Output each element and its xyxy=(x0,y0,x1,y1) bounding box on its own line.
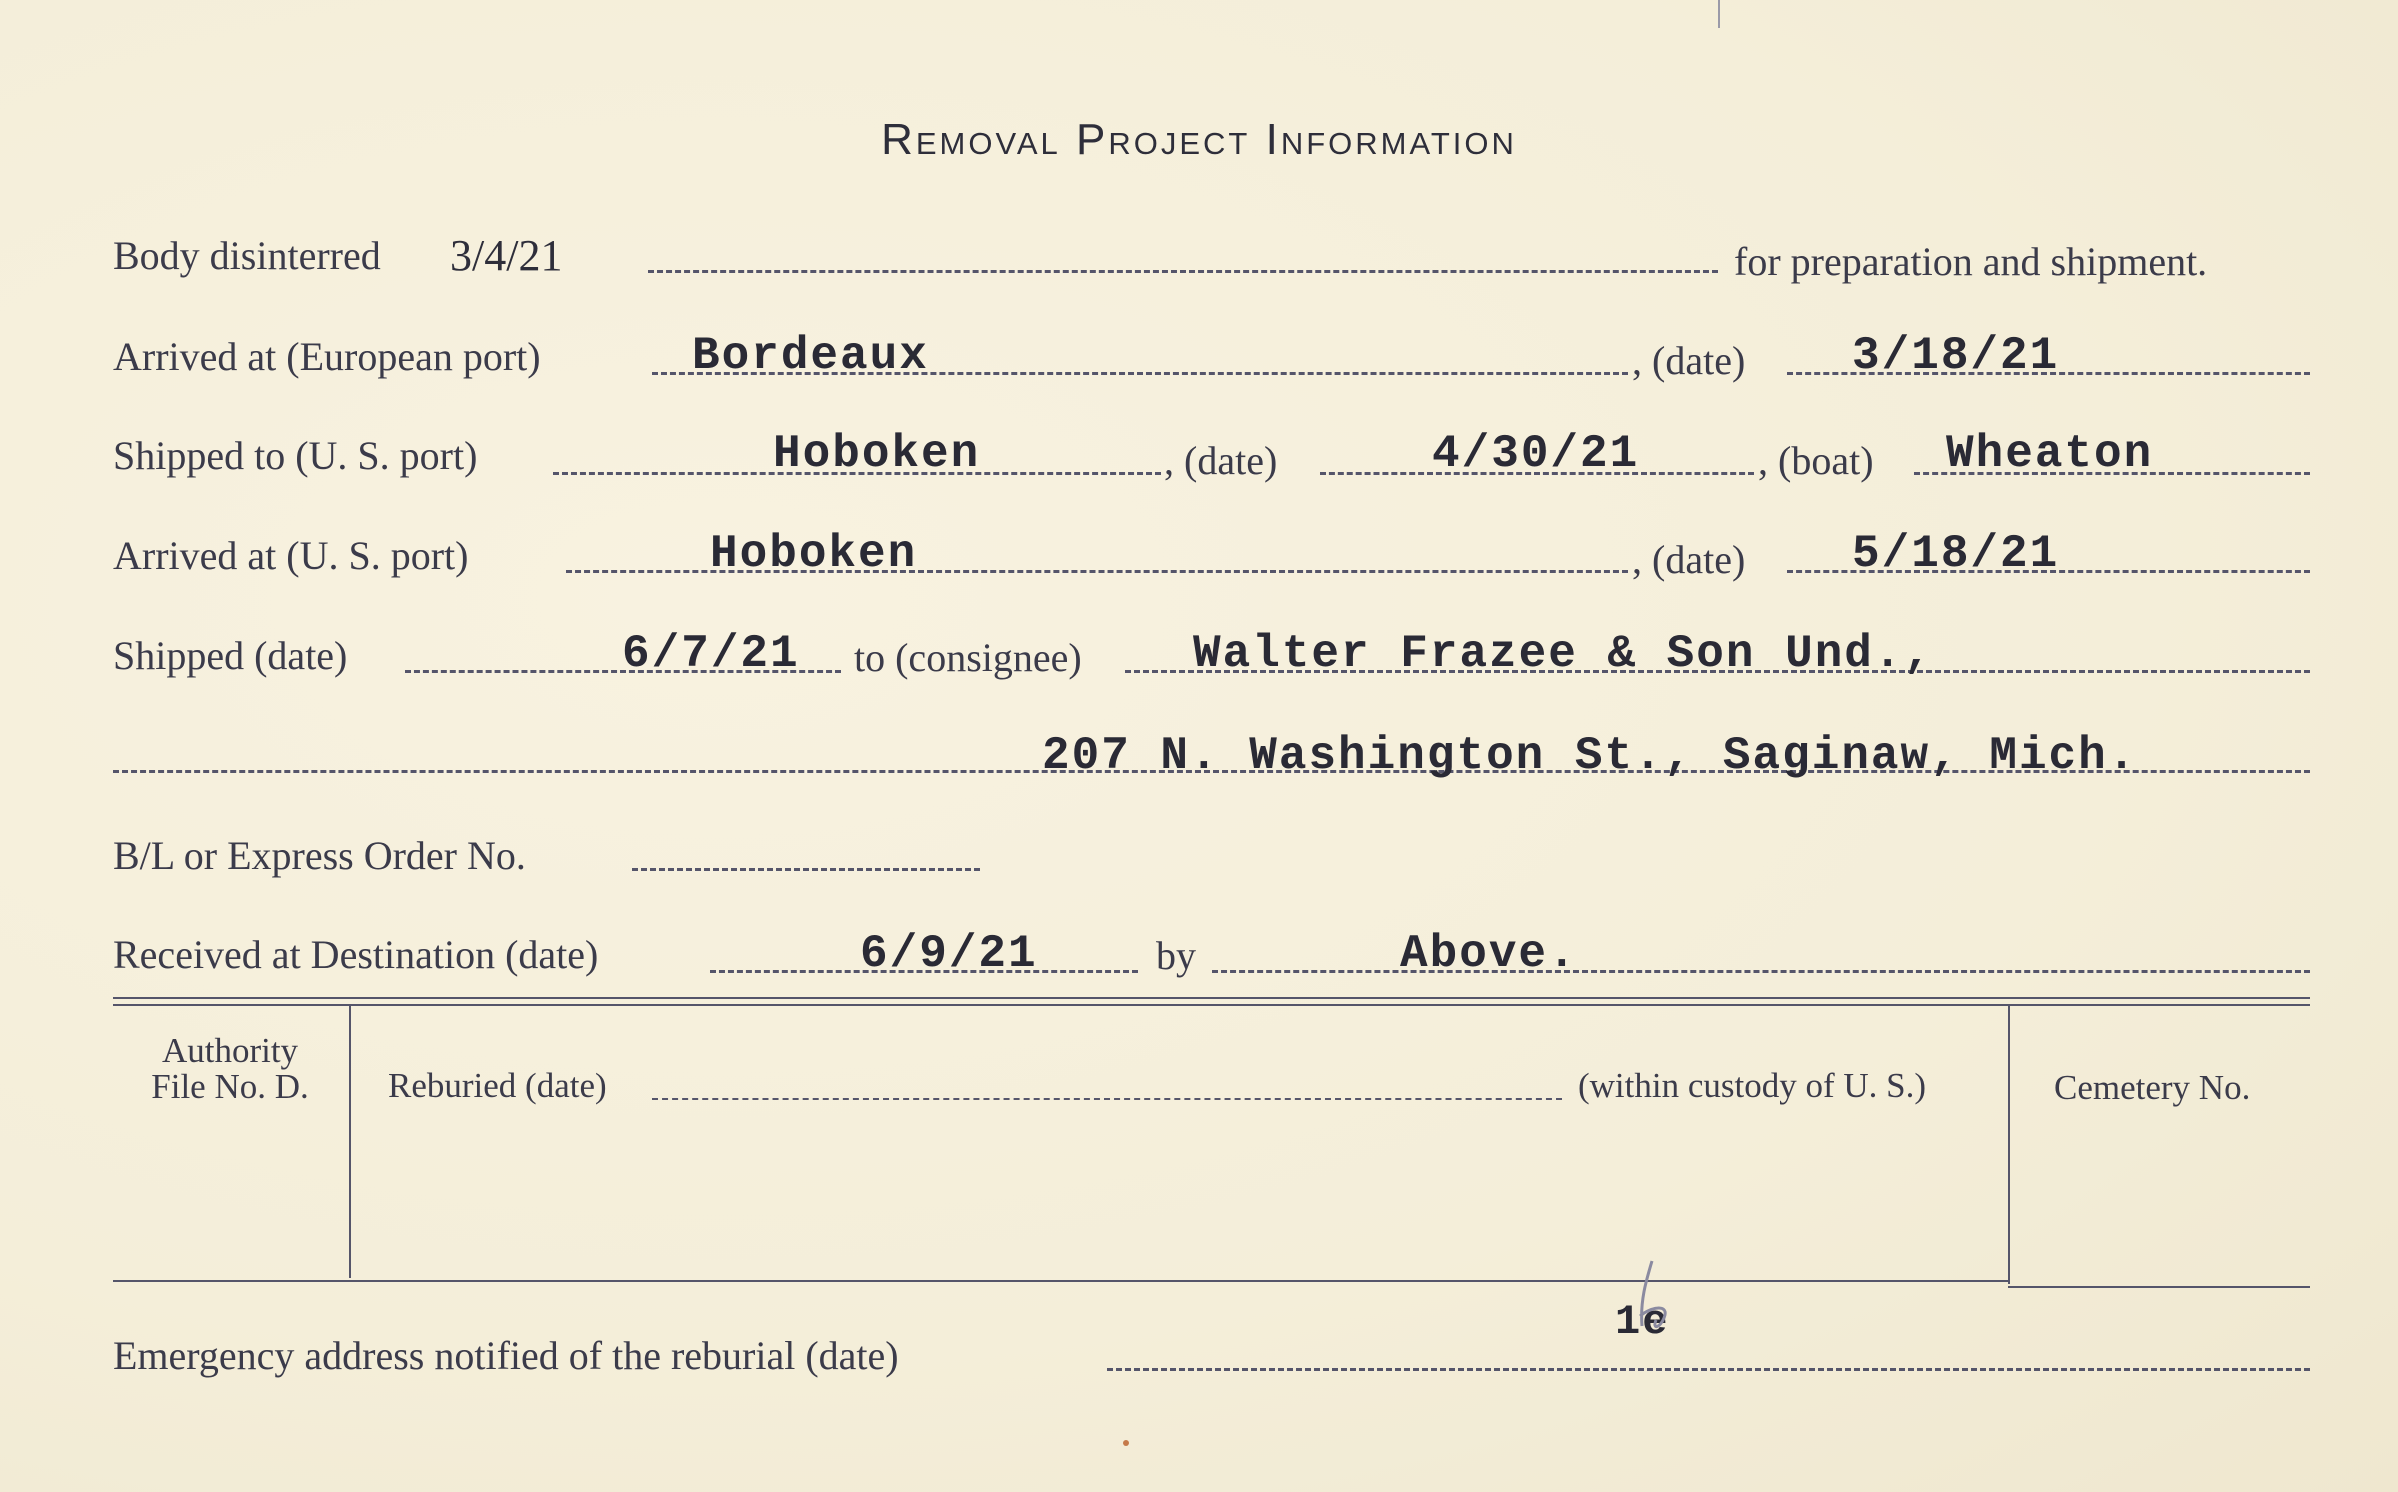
body-disinterred-label: Body disinterred xyxy=(113,233,381,278)
shipped-date-label: Shipped (date) xyxy=(113,633,348,678)
handwritten-mark-icon xyxy=(1612,1256,1682,1346)
received-label: Received at Destination (date) xyxy=(113,932,599,977)
shipped-to-date: 4/30/21 xyxy=(1432,428,1640,480)
box-divider-right xyxy=(2008,1006,2010,1284)
arrived-us-date: 5/18/21 xyxy=(1852,528,2060,580)
box-top-rule xyxy=(113,997,2310,999)
dotted-line xyxy=(1107,1368,2310,1371)
custody-label: (within custody of U. S.) xyxy=(1578,1066,1927,1105)
authority-label xyxy=(120,1033,340,1105)
box-bottom-rule xyxy=(113,1280,2010,1282)
by-label: by xyxy=(1156,933,1196,978)
arrived-european-date-label: , (date) xyxy=(1632,338,1746,383)
consignee-address: 207 N. Washington St., Saginaw, Mich. xyxy=(1042,730,2138,782)
bl-label: B/L or Express Order No. xyxy=(113,833,526,878)
reburied-label: Reburied (date) xyxy=(388,1066,607,1105)
emergency-label: Emergency address notified of the reburial (date) xyxy=(113,1333,899,1378)
body-disinterred-date: 3/4/21 xyxy=(450,231,563,280)
shipped-to-port: Hoboken xyxy=(773,428,981,480)
authority-label-line2: File No. D. xyxy=(151,1067,309,1106)
speck xyxy=(1123,1440,1129,1446)
dotted-line xyxy=(648,270,1718,273)
shipped-date: 6/7/21 xyxy=(622,628,800,680)
authority-label-line1: Authority xyxy=(161,1031,299,1070)
received-by: Above. xyxy=(1400,928,1578,980)
arrived-us-date-label: , (date) xyxy=(1632,537,1746,582)
initials: 1e xyxy=(1615,1298,1670,1346)
arrived-european-date: 3/18/21 xyxy=(1852,330,2060,382)
arrived-european-port: Bordeaux xyxy=(692,330,929,382)
boat-label: , (boat) xyxy=(1758,438,1874,483)
received-date: 6/9/21 xyxy=(860,928,1038,980)
arrived-us-label: Arrived at (U. S. port) xyxy=(113,533,469,578)
box-top-rule-2 xyxy=(113,1004,2310,1006)
arrived-us-port: Hoboken xyxy=(710,528,918,580)
consignee-label: to (consignee) xyxy=(854,635,1082,680)
arrived-european-label: Arrived at (European port) xyxy=(113,334,541,379)
preparation-label: for preparation and shipment. xyxy=(1734,239,2208,284)
boat-name: Wheaton xyxy=(1946,428,2154,480)
shipped-to-date-label: , (date) xyxy=(1164,438,1278,483)
form-title: Removal Project Information xyxy=(881,115,1517,164)
box-bottom-rule-right xyxy=(2008,1286,2310,1288)
cemetery-label: Cemetery No. xyxy=(2054,1068,2251,1107)
box-divider-left xyxy=(349,1006,351,1278)
consignee-name: Walter Frazee & Son Und., xyxy=(1193,628,1934,680)
dotted-line xyxy=(652,1098,1562,1100)
speck xyxy=(1718,0,1720,28)
shipped-to-label: Shipped to (U. S. port) xyxy=(113,433,478,478)
dotted-line xyxy=(1212,970,2310,973)
dotted-line xyxy=(632,868,980,871)
